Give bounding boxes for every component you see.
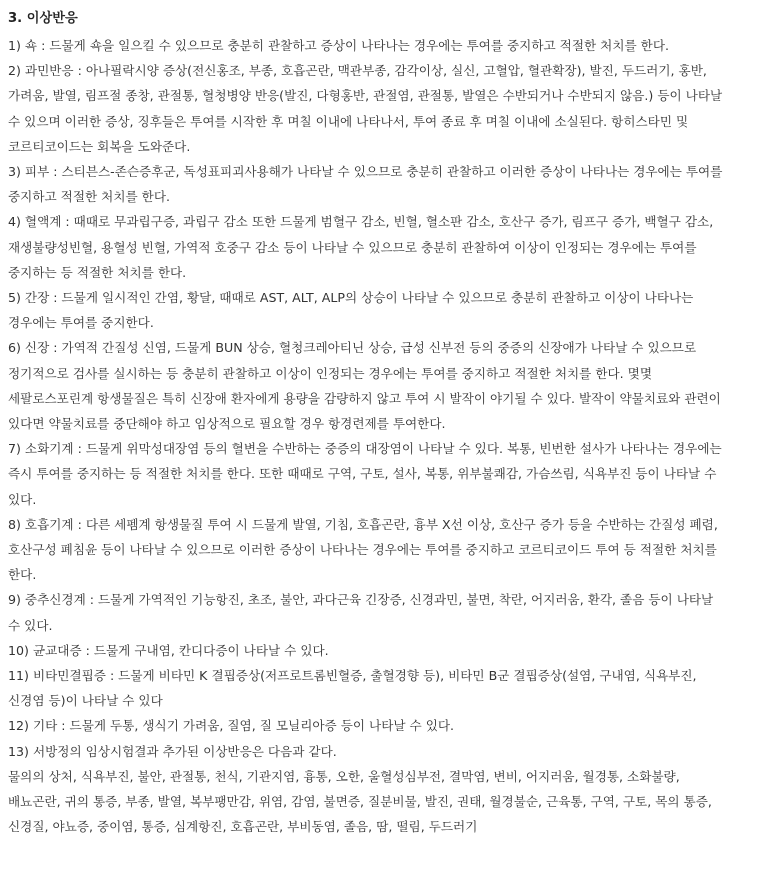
reaction-liver: 5) 간장 : 드물게 일시적인 간염, 황달, 때때로 AST, ALT, ALP의 상승이 나타날 수 있으므로 충분히 관찰하고 이상이 나타나는 경우에는 투여를 중지한다. xyxy=(8,290,694,331)
section-title: 3. 이상반응 xyxy=(8,11,78,26)
reaction-skin: 3) 피부 : 스티븐스-존슨증후군, 독성표피괴사용해가 나타날 수 있으므로 충분히 관찰하고 이러한 증상이 나타나는 경우에는 투여를 중지하고 적절한 처치를 한다. xyxy=(8,164,723,205)
reaction-vitamin-deficiency: 11) 비타민결핍증 : 드물게 비타민 K 결핍증상(저프로트롬빈혈증, 출혈경향 등), 비타민 B군 결핍증상(설염, 구내염, 식욕부진, 신경염 등)이 나타날 수 있다 xyxy=(8,668,697,709)
reaction-hypersensitivity: 2) 과민반응 : 아나필락시양 증상(전신홍조, 부종, 호흡곤란, 맥관부종, 감각이상, 실신, 고혈압, 혈관확장), 발진, 두드러기, 홍반, 가려움, 발열, 림프절 종창, 관절통, 혈청병양 반응(발진, 다형홍반, 관절염, 관절통, 발열은 수반되거나 수반되지 않음.) 등이 나타날 수 있으며 이러한 증상, 징후들은 투여를 시작한 후 며칠 이내에 나타나서, 투여 종료 후 며칠 이내에 소실된다. 항히스타민 및 코르티코이드는 회복을 도와준다. xyxy=(8,63,723,154)
reaction-digestive: 7) 소화기계 : 드물게 위막성대장염 등의 혈변을 수반하는 중증의 대장염이 나타날 수 있다. 복통, 빈번한 설사가 나타나는 경우에는 즉시 투여를 중지하는 등 적절한 처치를 한다. 또한 때때로 구역, 구토, 설사, 복통, 위부불쾌감, 가슴쓰림, 식욕부진 등이 나타날 수 있다. xyxy=(8,441,722,507)
reaction-cns: 9) 중추신경계 : 드물게 가역적인 기능항진, 초조, 불안, 과다근육 긴장증, 신경과민, 불면, 착란, 어지러움, 환각, 졸음 등이 나타날 수 있다. xyxy=(8,592,714,633)
reaction-kidney: 6) 신장 : 가역적 간질성 신염, 드물게 BUN 상승, 혈청크레아티닌 상승, 급성 신부전 등의 중증의 신장애가 나타날 수 있으므로 정기적으로 검사를 실시하는 등 충분히 관찰하고 이상이 인정되는 경우에는 투여를 중지하고 적절한 처치를 한다. 몇몇 세팔로스포린계 항생물질은 특히 신장애 환자에게 용량을 감량하지 않고 투여 시 발작이 야기될 수 있다. 발작이 약물치료와 관련이 있다면 약물치료를 중단해야 하고 임상적으로 필요할 경우 항경련제를 투여한다. xyxy=(8,340,721,432)
reaction-clinical-trial-list: 물의의 상처, 식욕부진, 불안, 관절통, 천식, 기관지염, 흉통, 오한, 울혈성심부전, 결막염, 변비, 어지러움, 월경통, 소화불량, 배뇨곤란, 귀의 통증, 부종, 발열, 복부팽만감, 위염, 감염, 불면증, 질분비물, 발진, 권태, 월경불순, 근육통, 구역, 구토, 목의 통증, 신경질, 야뇨증, 중이염, 통증, 심계항진, 호흡곤란, 부비동염, 졸음, 땀, 떨림, 두드러기 xyxy=(8,768,712,835)
reaction-superinfection: 10) 균교대증 : 드물게 구내염, 칸디다증이 나타날 수 있다. xyxy=(8,642,329,658)
reaction-clinical-trial-intro: 13) 서방정의 임상시험결과 추가된 이상반응은 다음과 같다. xyxy=(8,743,337,759)
reaction-shock: 1) 쇽 : 드물게 쇽을 일으킬 수 있으므로 충분히 관찰하고 증상이 나타나는 경우에는 투여를 중지하고 적절한 처치를 한다. xyxy=(8,38,670,53)
reaction-blood: 4) 혈액계 : 때때로 무과립구증, 과립구 감소 또한 드물게 범혈구 감소, 빈혈, 혈소판 감소, 호산구 증가, 림프구 증가, 백혈구 감소, 재생불량성빈혈, 용혈성 빈혈, 가역적 호중구 감소 등이 나타날 수 있으므로 충분히 관찰하여 이상이 인정되는 경우에는 투여를 중지하는 등 적절한 처치를 한다. xyxy=(8,214,714,280)
reaction-other: 12) 기타 : 드물게 두통, 생식기 가려움, 질염, 질 모닐리아증 등이 나타날 수 있다. xyxy=(8,718,455,734)
reaction-respiratory: 8) 호흡기계 : 다른 세펨계 항생물질 투여 시 드물게 발열, 기침, 호흡곤란, 흉부 X선 이상, 호산구 증가 등을 수반하는 간질성 폐렴, 호산구성 폐침윤 등이 나타날 수 있으므로 이러한 증상이 나타나는 경우에는 투여를 중지하고 코르티코이드 투여 등 적절한 처치를 한다. xyxy=(8,516,718,583)
